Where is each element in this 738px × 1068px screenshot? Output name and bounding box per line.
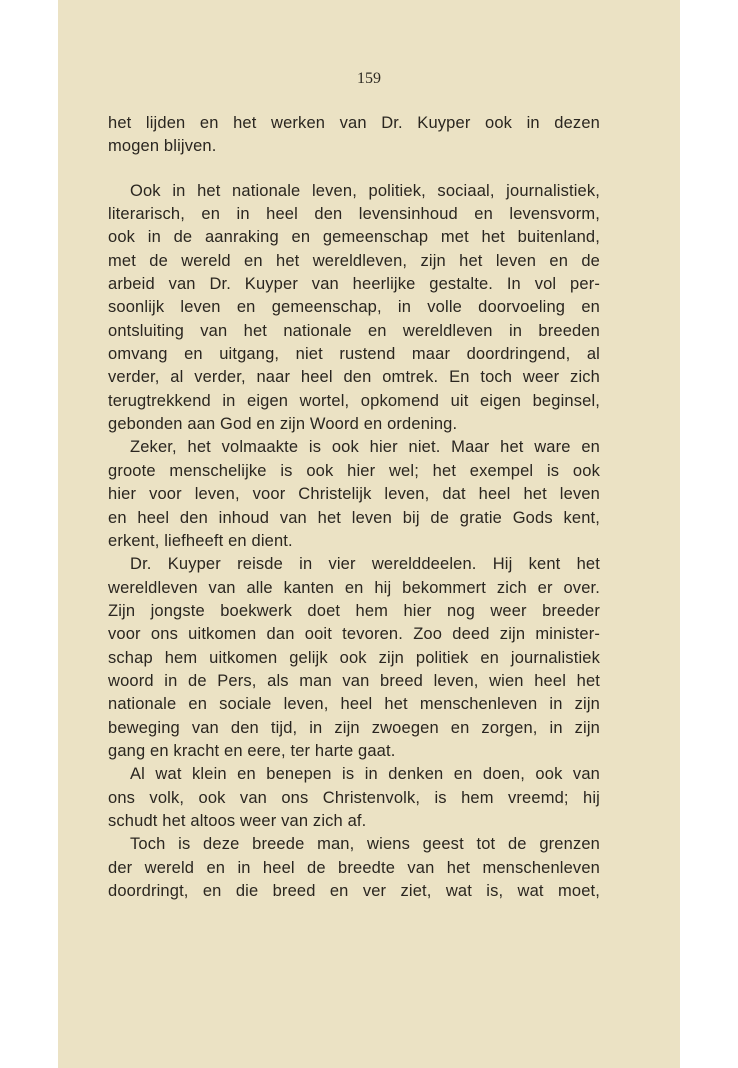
text-line: doordringt, en die breed en ver ziet, wat is, wat moet,: [108, 882, 600, 900]
text-line: wereldleven van alle kanten en hij bekommert zich er over.: [108, 578, 600, 597]
text-line: gang en kracht en eere, ter harte gaat.: [108, 741, 396, 760]
text-line: soonlijk leven en gemeenschap, in volle doorvoeling en: [108, 298, 600, 317]
text-line: ons volk, ook van ons Christenvolk, is hem vreemd; hij: [108, 788, 600, 807]
text-line: nationale en sociale leven, heel het menschenleven in zijn: [108, 695, 600, 714]
text-line: verder, al verder, naar heel den omtrek. En toch weer zich: [108, 368, 600, 387]
text-line: gebonden aan God en zijn Woord en ordening.: [108, 415, 458, 434]
text-line: voor ons uitkomen dan ooit tevoren. Zoo deed zijn minister-: [108, 625, 600, 644]
paragraph-gap: [108, 159, 600, 180]
text-line: arbeid van Dr. Kuyper van heerlijke gestalte. In vol per-: [108, 275, 600, 294]
text-line: literarisch, en in heel den levensinhoud en levensvorm,: [108, 205, 600, 224]
text-line: terugtrekkend in eigen wortel, opkomend uit eigen beginsel,: [108, 391, 600, 410]
page-body: [108, 112, 600, 903]
text-line: omvang en uitgang, niet rustend maar doordringend, al: [108, 345, 600, 364]
text-line: schudt het altoos weer van zich af.: [108, 811, 367, 830]
text-line: Ook in het nationale leven, politiek, sociaal, journalistiek,: [130, 181, 600, 200]
text-line: Dr. Kuyper reisde in vier werelddeelen. Hij kent het: [130, 555, 600, 574]
text-line: Zeker, het volmaakte is ook hier niet. Maar het ware en: [130, 438, 600, 457]
text-line: groote menschelijke is ook hier wel; het exempel is ook: [108, 461, 600, 480]
paragraph-6: [108, 833, 600, 903]
text-line: Toch is deze breede man, wiens geest tot de grenzen: [130, 835, 600, 854]
text-line: schap hem uitkomen gelijk ook zijn politiek en journalistiek: [108, 648, 600, 667]
text-line: ontsluiting van het nationale en wereldleven in breeden: [108, 321, 600, 340]
text-line: erkent, liefheeft en dient.: [108, 531, 293, 550]
paragraph-5: [108, 763, 600, 833]
text-line: beweging van den tijd, in zijn zwoegen en zorgen, in zijn: [108, 718, 600, 737]
text-line: Al wat klein en benepen is in denken en doen, ook van: [130, 765, 600, 784]
text-line: en heel den inhoud van het leven bij de gratie Gods kent,: [108, 508, 600, 527]
paragraph-4: [108, 553, 600, 763]
paragraph-2: [108, 180, 600, 437]
text-line: hier voor leven, voor Christelijk leven, dat heel het leven: [108, 485, 600, 504]
book-page: [58, 0, 680, 1068]
text-line: het lijden en het werken van Dr. Kuyper ook in dezen: [108, 114, 600, 132]
paragraph-1: [108, 112, 600, 159]
page-number: 159: [357, 70, 381, 87]
paragraph-3: [108, 436, 600, 553]
text-line: Zijn jongste boekwerk doet hem hier nog weer breeder: [108, 601, 600, 620]
text-line: met de wereld en het wereldleven, zijn het leven en de: [108, 251, 600, 270]
text-line: mogen blijven.: [108, 137, 217, 156]
text-line: ook in de aanraking en gemeenschap met het buitenland,: [108, 228, 600, 247]
text-line: woord in de Pers, als man van breed leven, wien heel het: [108, 671, 600, 690]
text-line: der wereld en in heel de breedte van het menschenleven: [108, 858, 600, 877]
